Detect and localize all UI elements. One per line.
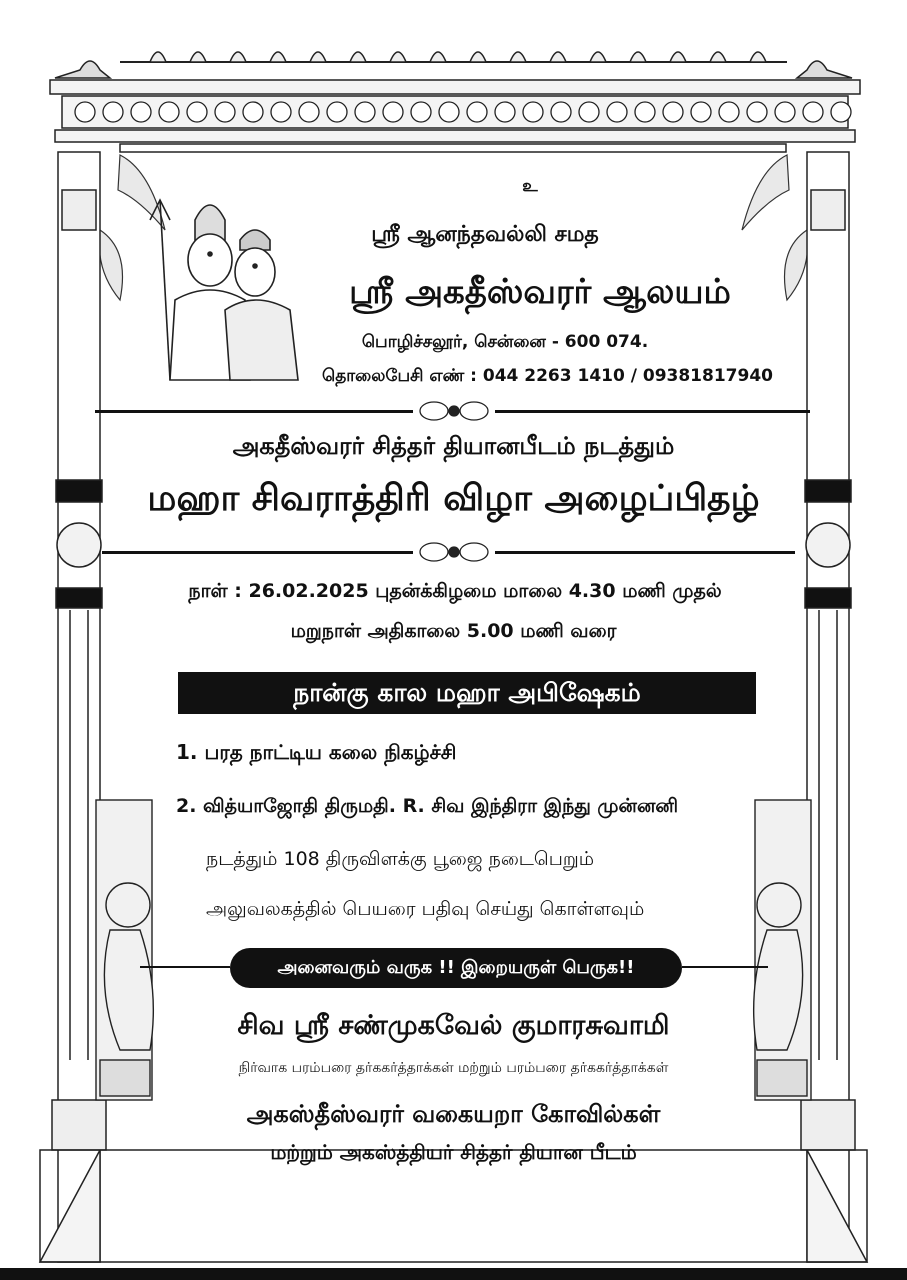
event-item-1: 1. பரத நாட்டிய கலை நிகழ்ச்சி bbox=[176, 740, 457, 764]
invite-pill: அனைவரும் வருக !! இறையருள் பெருக!! bbox=[230, 948, 682, 988]
org-line1: அகஸ்தீஸ்வரர் வகையறா கோவில்கள் bbox=[246, 1100, 661, 1128]
rule-ornament-bottom bbox=[420, 543, 488, 561]
divider-top-left bbox=[95, 410, 413, 413]
divider-bottom-right bbox=[495, 551, 795, 554]
divider-bottom-left bbox=[102, 551, 413, 554]
host-name: சிவ ஸ்ரீ சண்முகவேல் குமாரசுவாமி bbox=[237, 1010, 670, 1041]
title-main: மஹா சிவராத்திரி விழா அழைப்பிதழ் bbox=[147, 478, 760, 519]
temple-address: பொழிச்சலூர், சென்னை - 600 074. bbox=[361, 332, 649, 352]
invite-line-right bbox=[682, 966, 768, 968]
divider-top-right bbox=[495, 410, 810, 413]
header-line1: ஸ்ரீ ஆனந்தவல்லி சமத bbox=[371, 222, 599, 247]
yali-statue-left bbox=[96, 800, 153, 1100]
temple-name: ஸ்ரீ அகதீஸ்வரர் ஆலயம் bbox=[349, 272, 731, 312]
rule-ornament-top bbox=[420, 402, 488, 420]
roof-crest bbox=[55, 52, 852, 78]
temple-phone: தொலைபேசி எண் : 044 2263 1410 / 09381817940 bbox=[322, 366, 773, 386]
invite-line-left bbox=[140, 966, 230, 968]
shiva-parvati-image bbox=[140, 190, 302, 390]
abhishekam-banner: நான்கு கால மஹா அபிஷேகம் bbox=[178, 672, 756, 714]
event-item-2-line3: அலுவலகத்தில் பெயரை பதிவு செய்து கொள்ளவும் bbox=[206, 898, 645, 920]
event-item-2-line2: நடத்தும் 108 திருவிளக்கு பூஜை நடைபெறும் bbox=[206, 848, 595, 870]
bottom-bar bbox=[0, 1268, 907, 1280]
yali-statue-right bbox=[754, 800, 811, 1100]
schedule-line1: நாள் : 26.02.2025 புதன்க்கிழமை மாலை 4.30 மணி முதல் bbox=[188, 580, 722, 602]
title-line1: அகதீஸ்வரர் சித்தர் தியானபீடம் நடத்தும் bbox=[232, 432, 675, 460]
org-line2: மற்றும் அகஸ்த்தியர் சித்தர் தியான பீடம் bbox=[270, 1140, 637, 1164]
event-item-2: 2. வித்யாஜோதி திருமதி. R. சிவ இந்திரா இந்து முன்னனி bbox=[176, 795, 679, 817]
pillayar-suzhi: உ bbox=[522, 176, 538, 196]
schedule-line2: மறுநாள் அதிகாலை 5.00 மணி வரை bbox=[290, 620, 617, 642]
host-role: நிர்வாக பரம்பரை தர்ககர்த்தாக்கள் மற்றும் பரம்பரை தர்ககர்த்தாக்கள் bbox=[238, 1060, 669, 1076]
